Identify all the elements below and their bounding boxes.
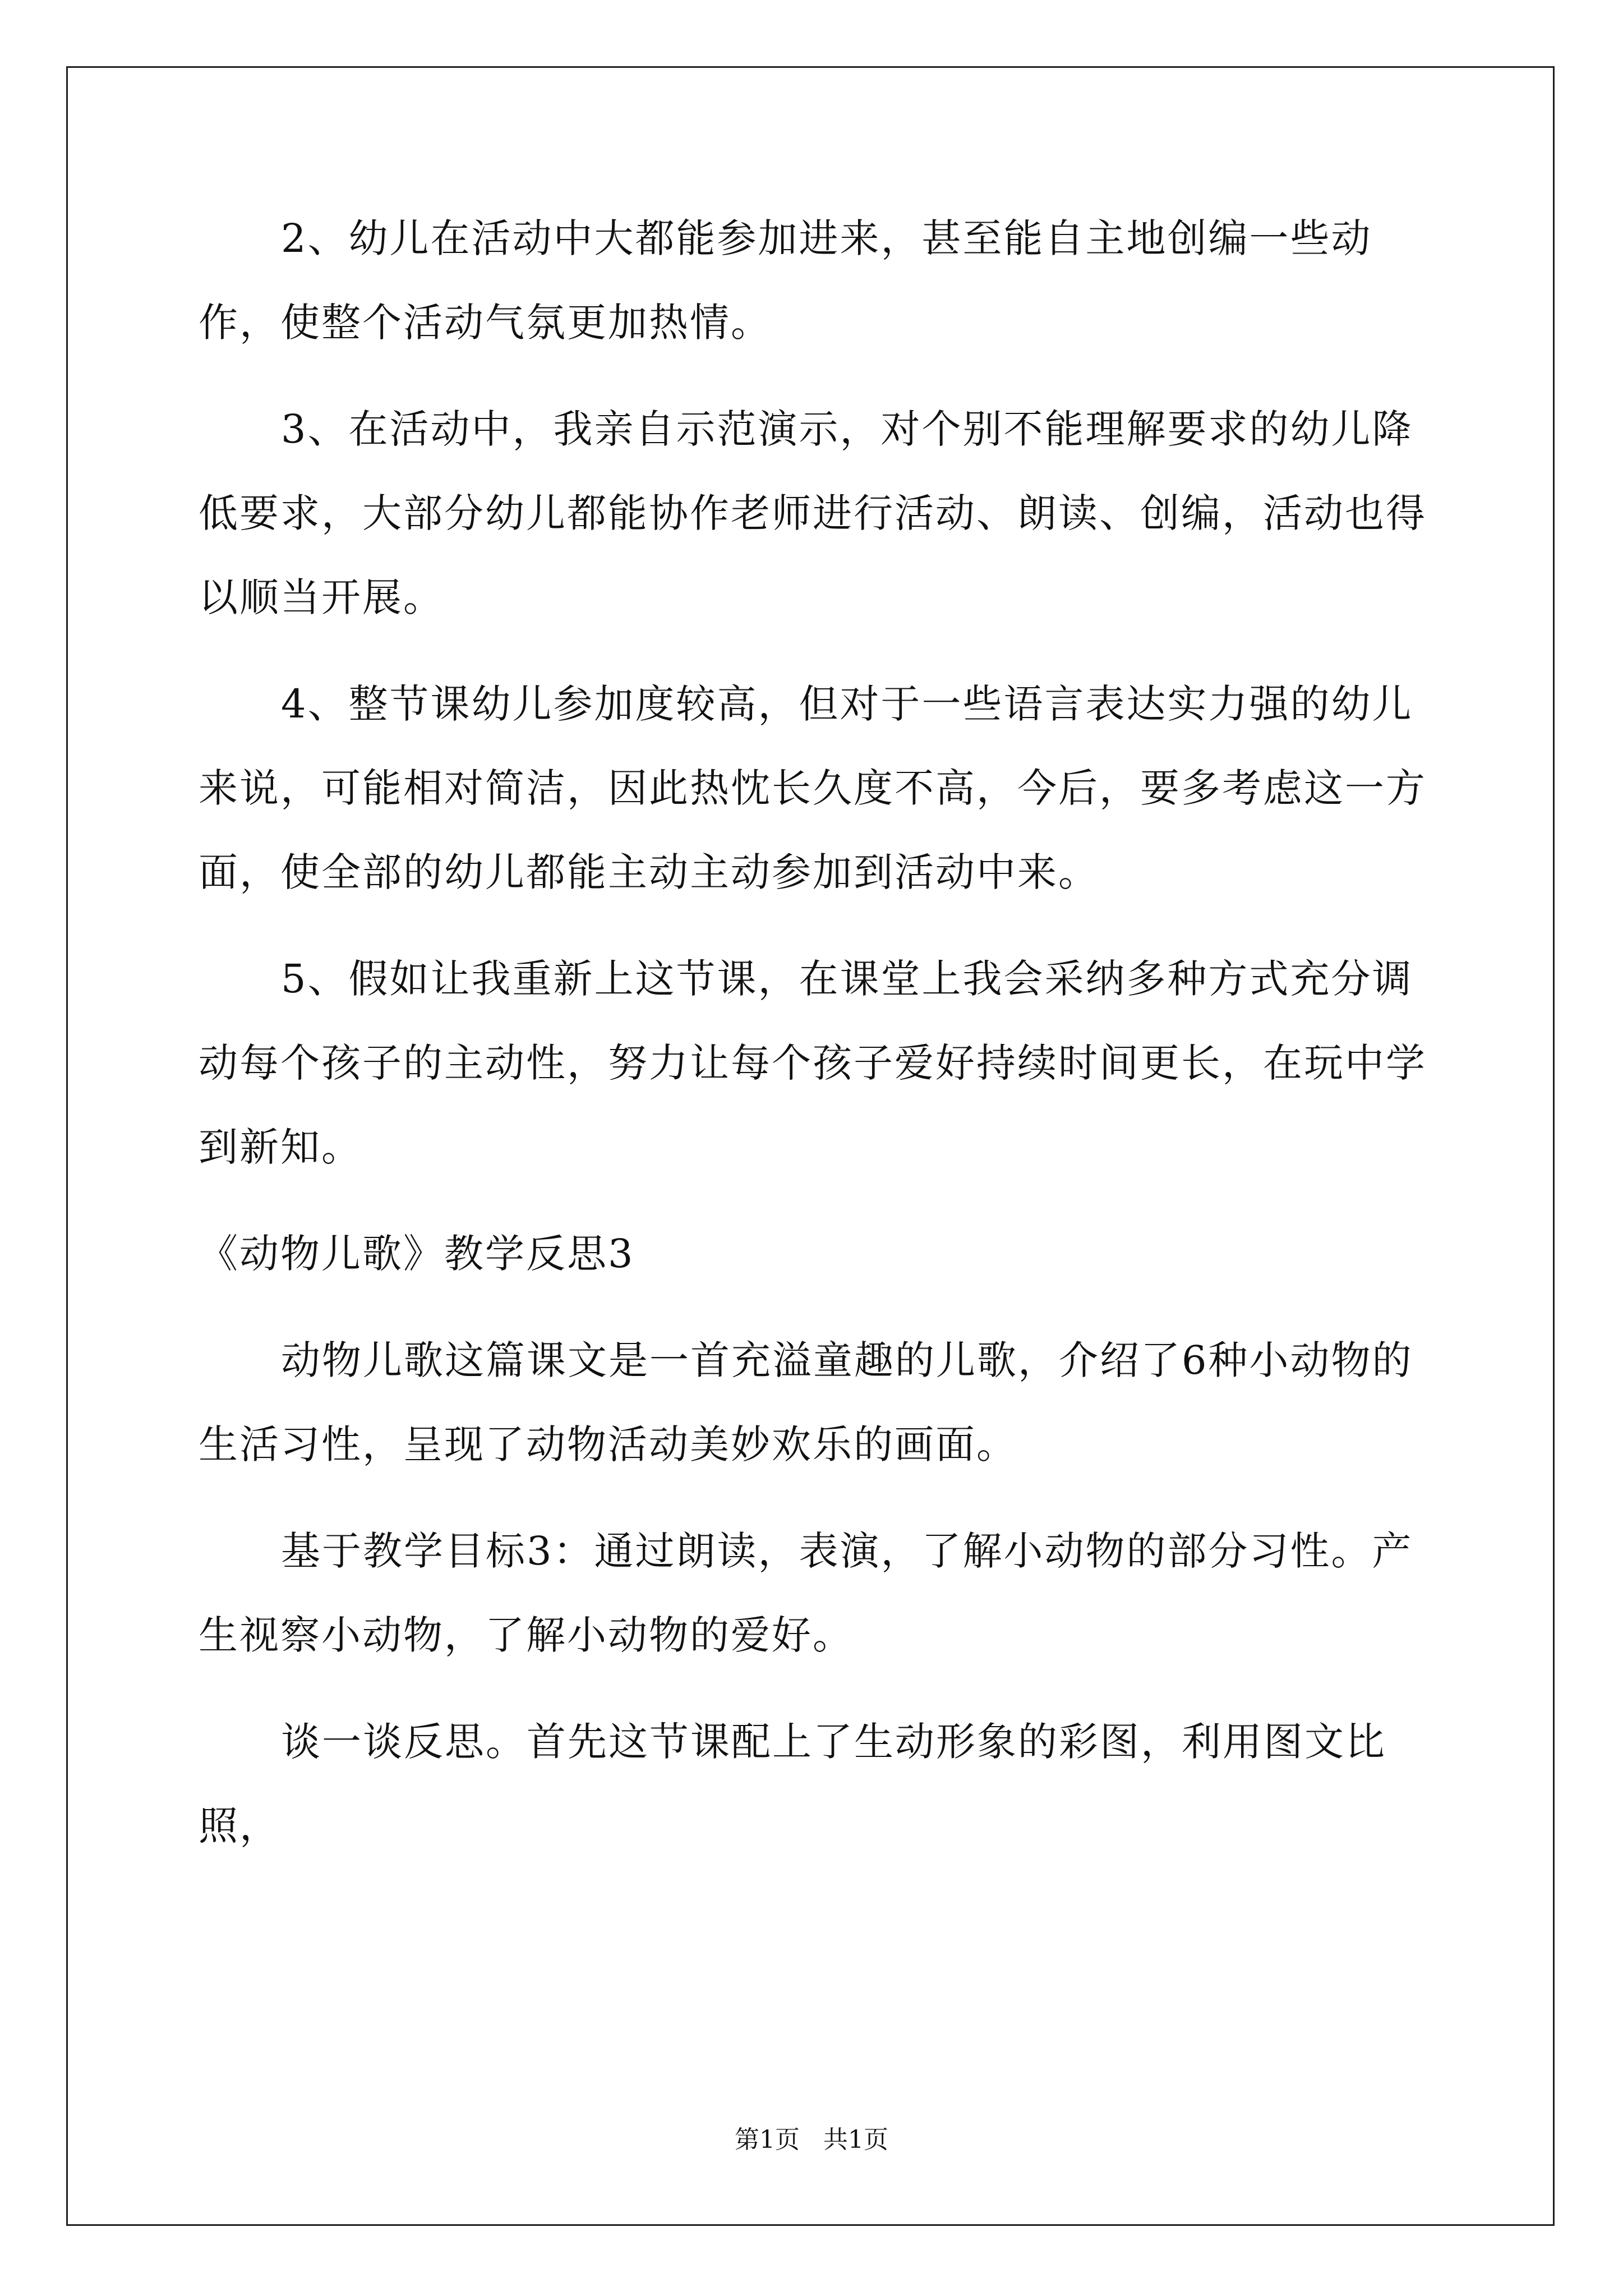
paragraph-intro: 动物儿歌这篇课文是一首充溢童趣的儿歌，介绍了6种小动物的生活习性，呈现了动物活动美妙欢乐的画面。 — [199, 1337, 1413, 1467]
paragraph-5: 5、假如让我重新上这节课，在课堂上我会采纳多种方式充分调动每个孩子的主动性，努力让每个孩子爱好持续时间更长，在玩中学到新知。 — [199, 956, 1427, 1170]
paragraph-3: 3、在活动中，我亲自示范演示，对个别不能理解要求的幼儿降低要求，大部分幼儿都能协作老师进行活动、朗读、创编，活动也得以顺当开展。 — [199, 406, 1427, 620]
section-heading: 《动物儿歌》教学反思3 — [199, 1231, 635, 1277]
paragraph-4: 4、整节课幼儿参加度较高，但对于一些语言表达实力强的幼儿来说，可能相对简洁，因此热忱长久度不高，今后，要多考虑这一方面，使全部的幼儿都能主动主动参加到活动中来。 — [199, 681, 1427, 895]
page-number: 第1页 — [735, 2125, 800, 2154]
page-footer — [0, 2123, 1623, 2157]
page-total: 共1页 — [823, 2125, 888, 2154]
paragraph-2: 2、幼儿在活动中大都能参加进来，甚至能自主地创编一些动作，使整个活动气氛更加热情。 — [199, 215, 1372, 346]
document-body — [199, 196, 1432, 1890]
paragraph-reflection: 谈一谈反思。首先这节课配上了生动形象的彩图，利用图文比照， — [199, 1719, 1386, 1849]
paragraph-goal: 基于教学目标3：通过朗读，表演，了解小动物的部分习性。产生视察小动物，了解小动物的爱好。 — [199, 1528, 1413, 1658]
